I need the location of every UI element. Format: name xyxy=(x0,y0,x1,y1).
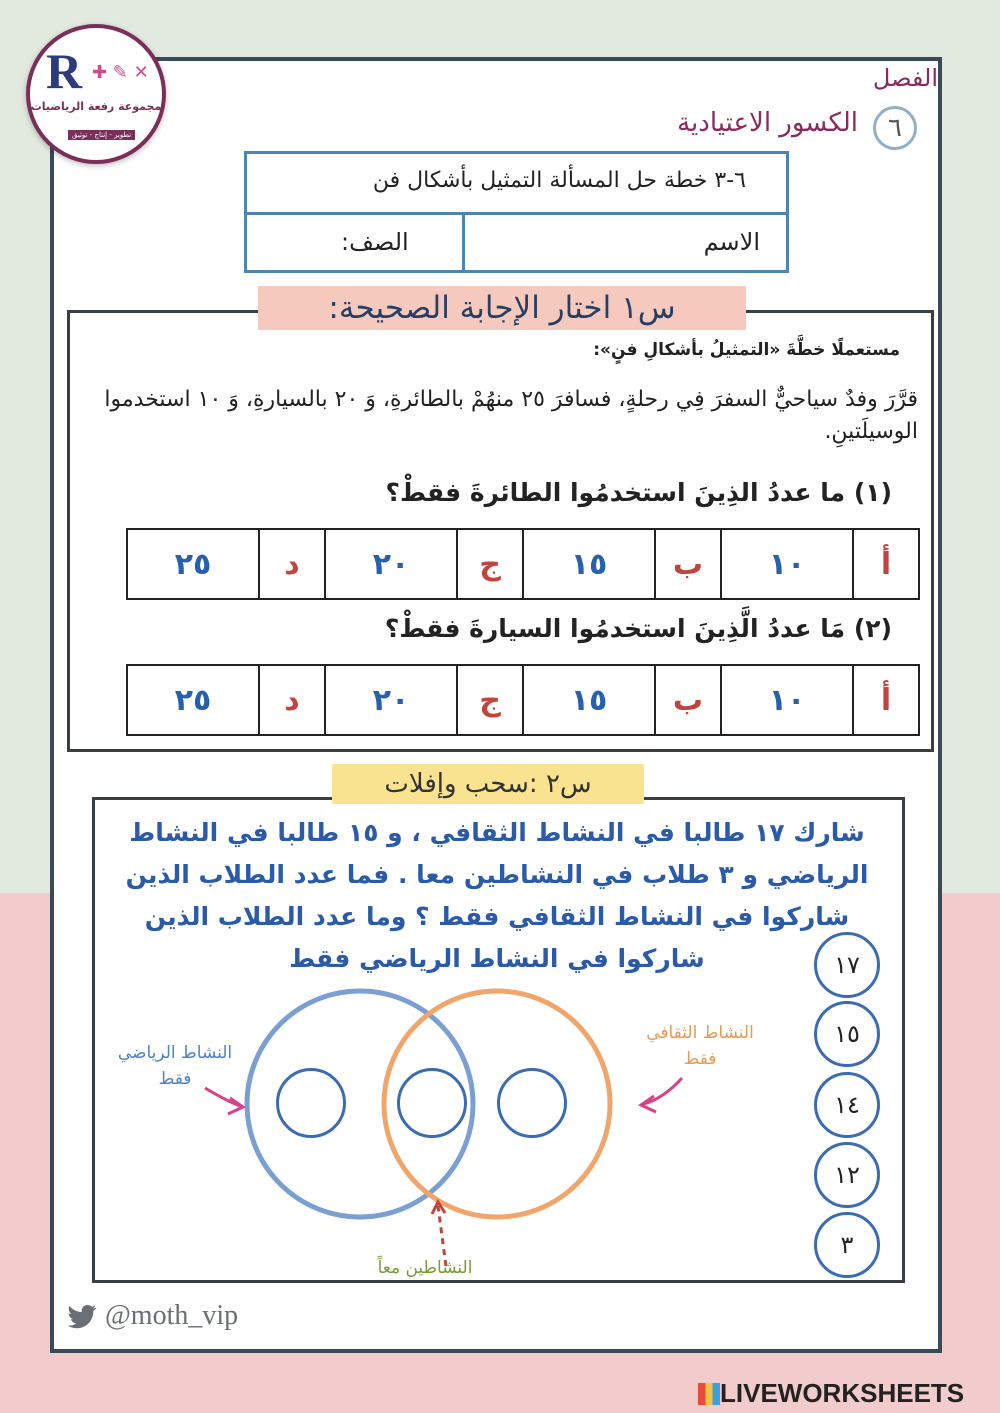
chapter-number: ٦ xyxy=(873,106,917,150)
question-number: (٢) xyxy=(853,614,892,643)
chapter-word: الفصل xyxy=(872,64,938,92)
class-field-label: الصف: xyxy=(341,228,409,256)
option-a-letter[interactable]: أ xyxy=(853,665,919,735)
twitter-handle-text: @moth_vip xyxy=(105,1300,239,1331)
option-a-letter[interactable]: أ xyxy=(853,529,919,599)
option-a-value[interactable]: ١٠ xyxy=(721,529,853,599)
draggable-answer[interactable]: ١٤ xyxy=(814,1072,880,1138)
label-math-only: النشاط الرياضي فقط xyxy=(117,1043,233,1089)
venn-word-problem: شارك ١٧ طالبا في النشاط الثقافي ، و ١٥ طالبا في النشاط الرياضي و ٣ طلاب في النشاطين معا . فما عدد الطلاب الذين شاركوا في النشاط الثقافي فقط ؟ وما عدد الطلاب الذين شاركوا في النشاط الرياضي فقط xyxy=(125,818,869,973)
option-a-value[interactable]: ١٠ xyxy=(721,665,853,735)
option-d-value[interactable]: ٢٥ xyxy=(127,665,259,735)
draggable-answer[interactable]: ١٥ xyxy=(814,1001,880,1067)
question-2-header: س٢ :سحب وإفلات xyxy=(332,764,644,804)
name-field-label: الاسم xyxy=(703,228,760,256)
question-text: مَا عددُ الَّذِينَ استخدمُوا السيارةَ فقطْ؟ xyxy=(384,614,846,643)
twitter-bird-icon xyxy=(66,1305,98,1331)
word-problem: قرَّرَ وفدٌ سياحيٌّ السفرَ فِي رحلةٍ، فسافرَ ٢٥ منهُمْ بالطائرةِ، وَ ٢٠ بالسيارةِ، وَ ١٠ استخدموا الوسيلَتينِ. xyxy=(104,387,918,444)
option-c-letter[interactable]: ج xyxy=(457,529,523,599)
label-culture-only: النشاط الثقافي فقط xyxy=(646,1023,754,1069)
liveworksheets-logo-icon xyxy=(698,1383,720,1405)
logo-symbols-icon: ✚ ✎ ✕ xyxy=(92,62,149,83)
question-number: (١) xyxy=(853,478,892,507)
strategy-intro: مستعملًا خطَّةَ «التمثيلُ بأشكالِ فنٍ»: xyxy=(593,340,900,360)
arrow-both-icon xyxy=(438,1206,446,1266)
logo-letter: R xyxy=(46,43,83,99)
option-d-value[interactable]: ٢٥ xyxy=(127,529,259,599)
option-b-letter[interactable]: ب xyxy=(655,529,721,599)
question-1-header: س١ اختار الإجابة الصحيحة: xyxy=(258,286,746,330)
option-c-value[interactable]: ٢٠ xyxy=(325,529,457,599)
draggable-answer[interactable]: ١٧ xyxy=(814,932,880,998)
brand-text: LIVEWORKSHEETS xyxy=(720,1378,965,1408)
draggable-answer[interactable]: ١٢ xyxy=(814,1142,880,1208)
label-both: النشاطين معاً xyxy=(377,1258,473,1278)
draggable-answer[interactable]: ٣ xyxy=(814,1212,880,1278)
option-d-letter[interactable]: د xyxy=(259,529,325,599)
logo-tagline: تطوير - إنتاج - توثيق xyxy=(68,130,135,140)
option-b-letter[interactable]: ب xyxy=(655,665,721,735)
liveworksheets-brand xyxy=(698,1378,964,1409)
drop-slot-math-only[interactable] xyxy=(276,1068,346,1138)
twitter-handle xyxy=(66,1300,238,1332)
chapter-title: الكسور الاعتيادية xyxy=(677,108,858,138)
option-c-letter[interactable]: ج xyxy=(457,665,523,735)
drop-slot-culture-only[interactable] xyxy=(497,1068,567,1138)
option-b-value[interactable]: ١٥ xyxy=(523,665,655,735)
drop-slot-both[interactable] xyxy=(397,1068,467,1138)
option-d-letter[interactable]: د xyxy=(259,665,325,735)
lesson-title: ٦-٣ خطة حل المسألة التمثيل بأشكال فن xyxy=(372,168,746,193)
logo-name: مجموعة رفعة الرياضيات xyxy=(30,100,162,113)
option-b-value[interactable]: ١٥ xyxy=(523,529,655,599)
option-c-value[interactable]: ٢٠ xyxy=(325,665,457,735)
question-text: ما عددُ الذِينَ استخدمُوا الطائرةَ فقطْ؟ xyxy=(385,478,846,507)
